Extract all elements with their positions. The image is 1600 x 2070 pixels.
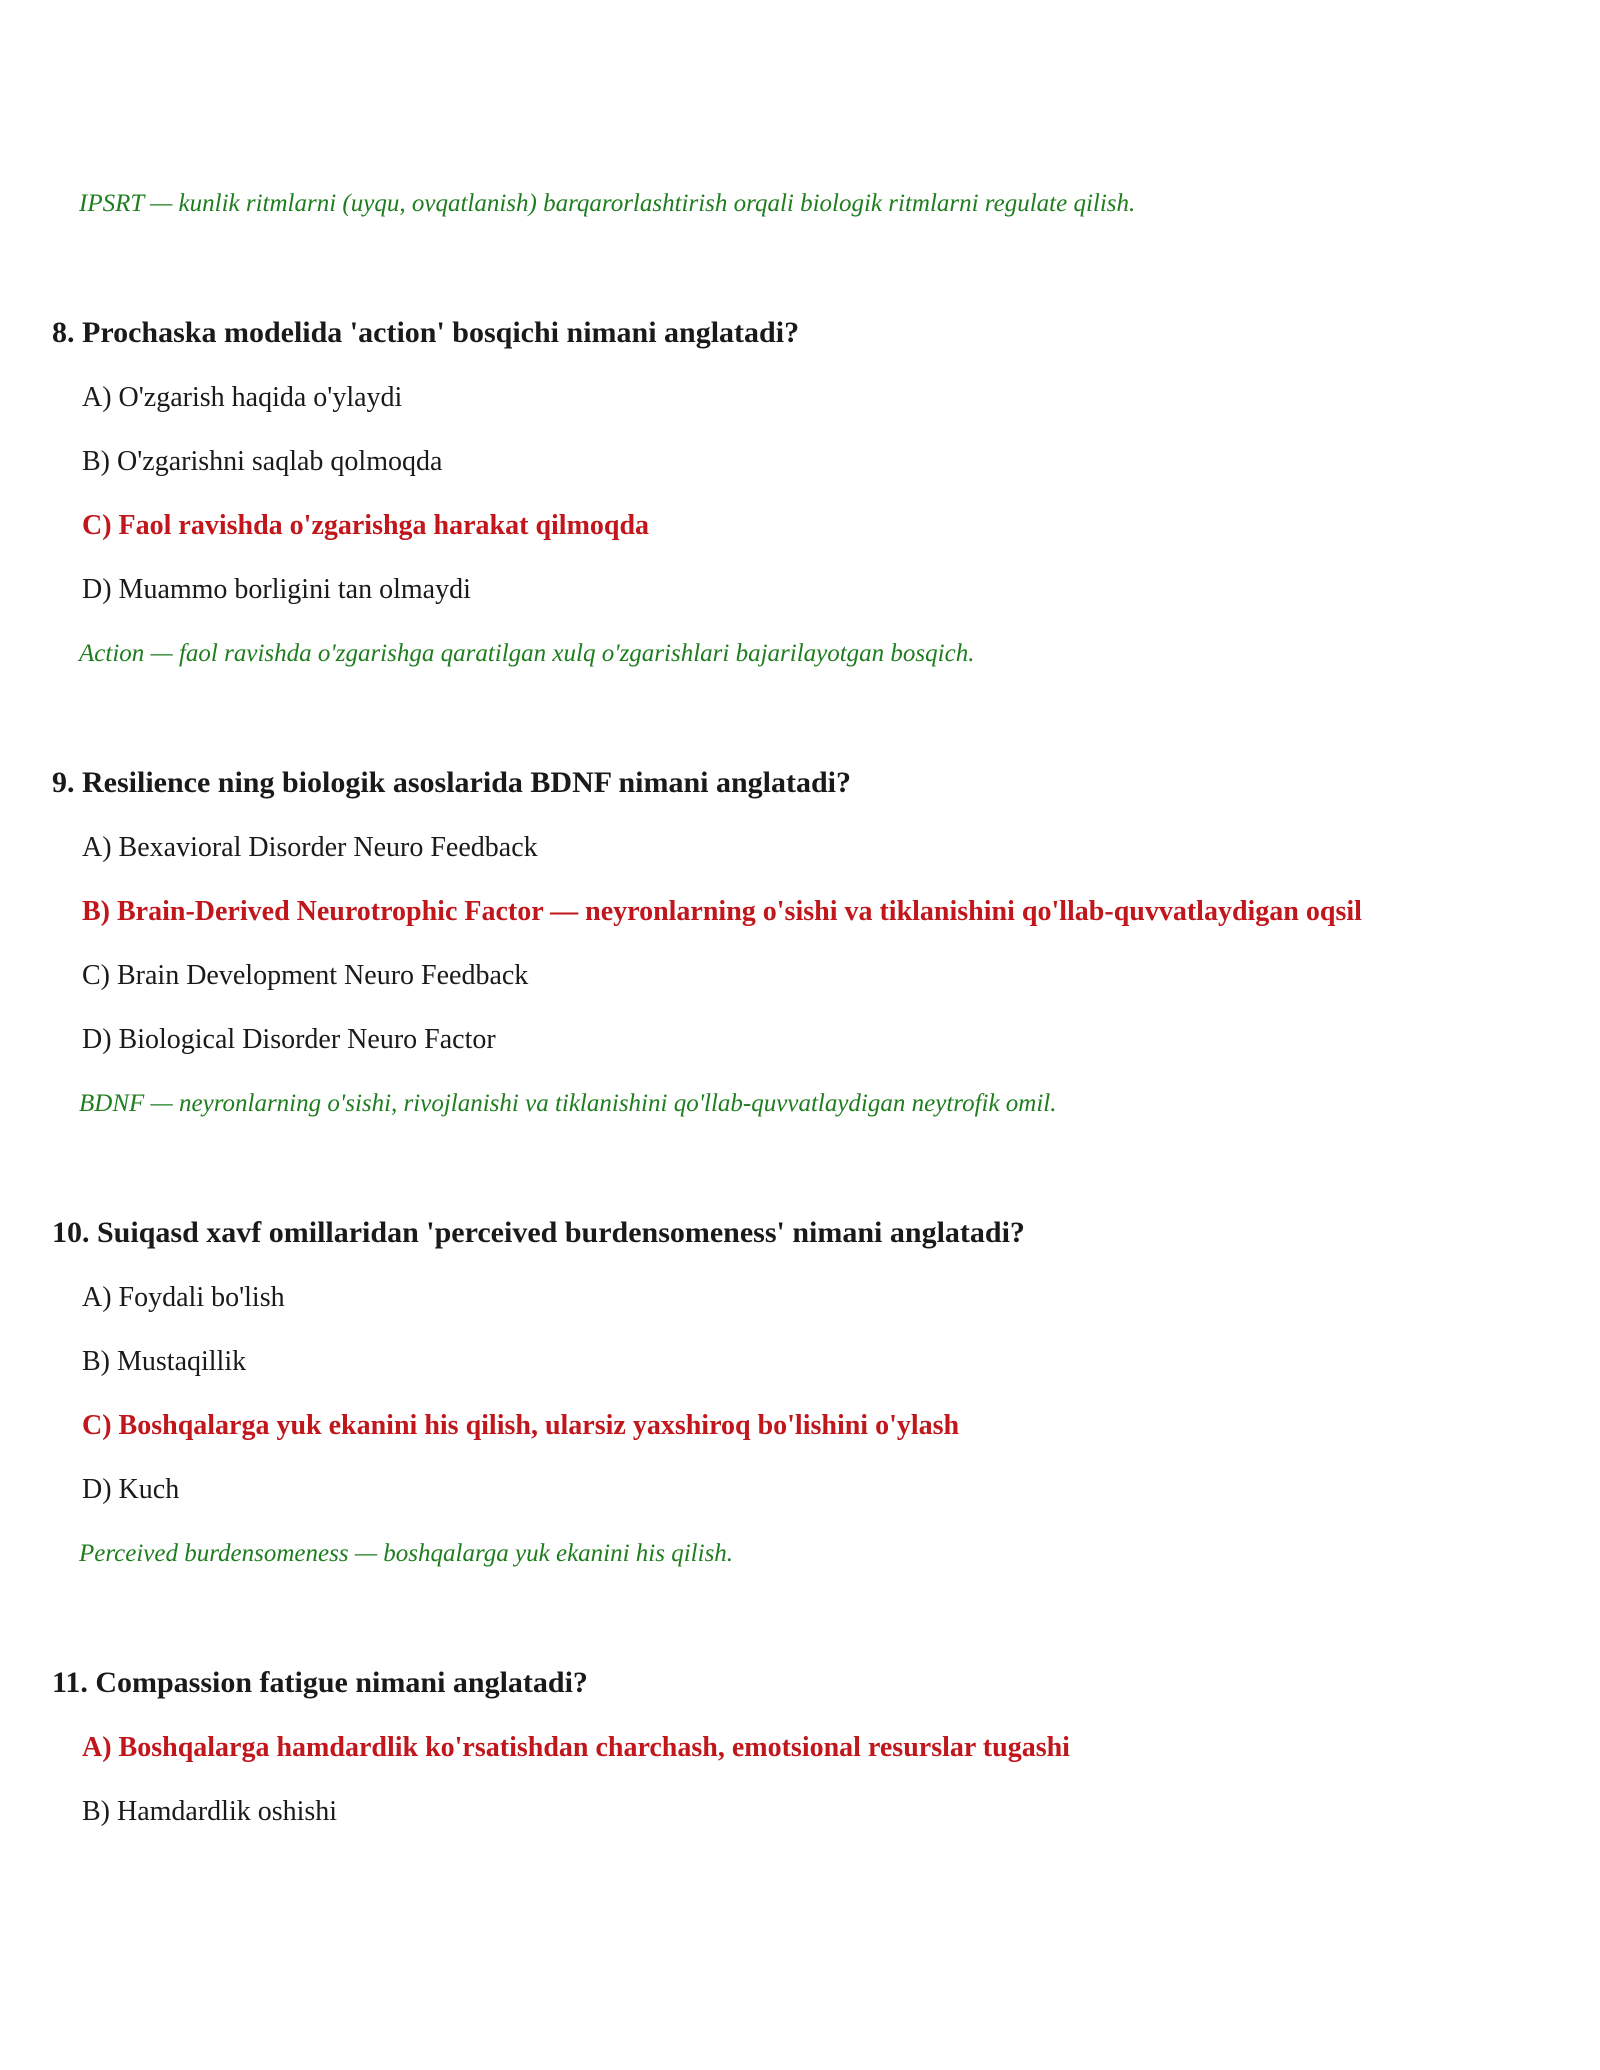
question-title: 9. Resilience ning biologik asoslarida BDNF nimani anglatadi? <box>52 766 851 799</box>
explanation-text: Action — faol ravishda o'zgarishga qaratilgan xulq o'zgarishlari bajarilayotgan bosqich. <box>79 640 975 667</box>
explanation-text-q7: IPSRT — kunlik ritmlarni (uyqu, ovqatlanish) barqarorlashtirish orqali biologik ritmlarni regulate qilish. <box>79 190 1136 217</box>
option-a-correct: A) Boshqalarga hamdardlik ko'rsatishdan charchash, emotsional resurslar tugashi <box>82 1732 1070 1763</box>
option-c: C) Brain Development Neuro Feedback <box>82 960 529 991</box>
option-b-correct: B) Brain-Derived Neurotrophic Factor — neyronlarning o'sishi va tiklanishini qo'llab-quvvatlaydigan oqsil <box>82 896 1362 927</box>
option-a: A) O'zgarish haqida o'ylaydi <box>82 382 403 413</box>
option-d: D) Biological Disorder Neuro Factor <box>82 1024 496 1055</box>
option-c-correct: C) Boshqalarga yuk ekanini his qilish, ularsiz yaxshiroq bo'lishini o'ylash <box>82 1410 960 1441</box>
question-title: 8. Prochaska modelida 'action' bosqichi nimani anglatadi? <box>52 316 800 349</box>
option-b: B) Mustaqillik <box>82 1346 247 1377</box>
option-a: A) Bexavioral Disorder Neuro Feedback <box>82 832 538 863</box>
option-d: D) Muammo borligini tan olmaydi <box>82 574 471 605</box>
question-title: 11. Compassion fatigue nimani anglatadi? <box>52 1666 588 1699</box>
option-b: B) O'zgarishni saqlab qolmoqda <box>82 446 443 477</box>
option-d: D) Kuch <box>82 1474 180 1505</box>
option-b: B) Hamdardlik oshishi <box>82 1796 338 1827</box>
explanation-text: Perceived burdensomeness — boshqalarga yuk ekanini his qilish. <box>79 1540 734 1567</box>
option-a: A) Foydali bo'lish <box>82 1282 285 1313</box>
option-c-correct: C) Faol ravishda o'zgarishga harakat qilmoqda <box>82 510 650 541</box>
explanation-text: BDNF — neyronlarning o'sishi, rivojlanishi va tiklanishini qo'llab-quvvatlaydigan neytrofik omil. <box>79 1090 1057 1117</box>
question-title: 10. Suiqasd xavf omillaridan 'perceived burdensomeness' nimani anglatadi? <box>52 1216 1025 1249</box>
